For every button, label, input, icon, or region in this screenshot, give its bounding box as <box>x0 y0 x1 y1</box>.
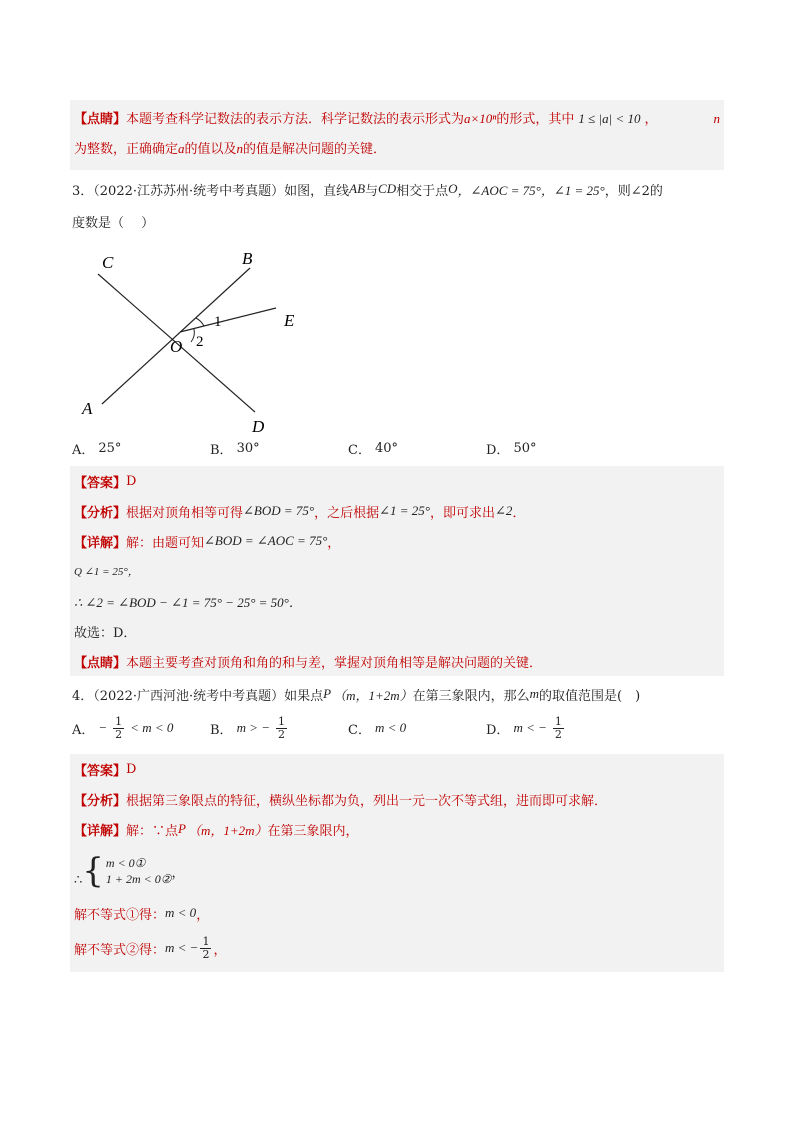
q3-detail: 【详解】 解：由题可知 ∠BOD = ∠AOC = 75° ， <box>74 533 341 551</box>
q3-step4: 故选：D． <box>74 625 137 641</box>
q4-solve-1: 解不等式①得： m < 0 ， <box>74 905 210 923</box>
q3-step3: ∴ ∠2 = ∠BOD − ∠1 = 75° − 25° = 50°． <box>74 594 302 610</box>
label-angle-1: 1 <box>214 314 222 330</box>
system-brace: { m < 0① 1 + 2m < 0② <box>82 851 172 891</box>
q3-choice-c[interactable]: C． 40° <box>348 440 398 458</box>
label-o: O <box>170 337 183 356</box>
label-angle-2: 2 <box>196 334 204 350</box>
q4-choices <box>70 708 724 748</box>
q3-stem-line1: 3．（2022·江苏苏州·统考中考真题）如图，直线 AB 与 CD 相交于点 O ，∠AOC = 75° ，∠1 = 25° ，则∠2的 <box>72 181 663 199</box>
fraction-one-half: $\frac{1}{2}$ <box>278 714 285 741</box>
line-ab <box>102 268 250 404</box>
angle-2-arc <box>191 329 194 342</box>
q4-detail: 【详解】 解：∵点 P （m，1+2m） 在第三象限内， <box>74 821 359 839</box>
prev-comment-line2: 为整数，正确确定a的值以及n的值是解决问题的关键． <box>74 141 387 157</box>
q4-inequality-system: ∴ { m < 0① 1 + 2m < 0② ， <box>74 851 185 891</box>
q4-solve-2: 解不等式②得： m < − $\frac{1}{2}$ ， <box>74 934 227 961</box>
intersecting-lines-diagram <box>70 234 330 434</box>
fraction-one-half: $\frac{1}{2}$ <box>202 934 210 961</box>
q4-choice-a[interactable]: A． − $\frac{1}{2}$ < m < 0 <box>72 714 174 741</box>
label-d: D <box>252 417 265 434</box>
label-e: E <box>284 311 295 330</box>
q4-answer: 【答案】 D <box>74 761 137 779</box>
q4-analysis: 【分析】 根据第三象限点的特征，横纵坐标都为负，列出一元一次不等式组，进而即可求解． <box>74 793 608 809</box>
label-c: C <box>102 253 114 272</box>
q3-analysis: 【分析】 根据对顶角相等可得 ∠BOD = 75° ，之后根据 ∠1 = 25° ，即可求出 ∠2 ． <box>74 503 526 521</box>
q4-stem: 4．（2022·广西河池·统考中考真题）如果点 P （m，1+2m） 在第三象限内，那么 m 的取值范围是( ) <box>72 686 641 704</box>
question-3 <box>70 176 724 676</box>
q4-choice-b[interactable]: B． m > − $\frac{1}{2}$ <box>210 714 285 741</box>
comment-tag: 【点睛】 <box>74 112 127 127</box>
q3-stem-line2: 度数是（ ） <box>72 215 155 231</box>
q3-step2: Q ∠1 = 25°， <box>74 566 139 578</box>
ray-oe <box>180 308 276 332</box>
document-page <box>70 100 724 972</box>
q3-choices <box>70 434 724 462</box>
q4-choice-d[interactable]: D． m < − $\frac{1}{2}$ <box>486 714 562 741</box>
q3-answer: 【答案】 D <box>74 473 137 491</box>
q3-choice-a[interactable]: A． 25° <box>72 440 122 458</box>
fraction-one-half: $\frac{1}{2}$ <box>554 714 562 741</box>
angle-1-arc <box>196 318 204 326</box>
q3-choice-d[interactable]: D． 50° <box>486 440 537 458</box>
q3-figure <box>70 234 724 434</box>
prev-comment-line1: 【点睛】本题考查科学记数法的表示方法．科学记数法的表示形式为a×10ⁿ的形式，其中 1 ≤ |a| < 10 ， n <box>74 111 720 127</box>
fraction-one-half: $\frac{1}{2}$ <box>115 714 123 741</box>
q3-comment: 【点睛】 本题主要考查对顶角和角的和与差，掌握对顶角相等是解决问题的关键． <box>74 655 543 671</box>
q4-solution-block <box>70 754 724 972</box>
prev-comment-block <box>70 100 724 170</box>
q4-choice-c[interactable]: C． m < 0 <box>348 720 407 738</box>
question-4 <box>70 680 724 972</box>
q3-choice-b[interactable]: B． 30° <box>210 440 260 458</box>
label-b: B <box>242 249 253 268</box>
label-a: A <box>82 399 93 418</box>
q3-solution-block <box>70 466 724 676</box>
